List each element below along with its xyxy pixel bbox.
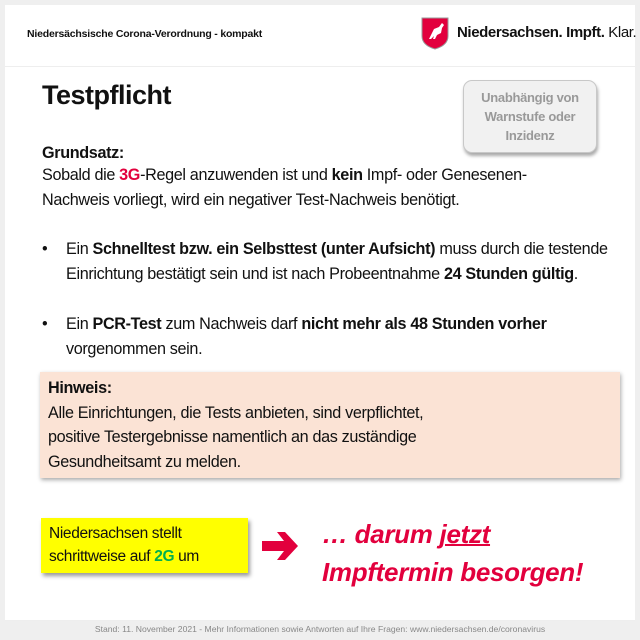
scope-badge [463, 80, 597, 153]
text: Nachweis vorliegt, wird ein negativer Test-Nachweis benötigt. [42, 191, 460, 209]
text: schrittweise auf [49, 548, 155, 565]
bullet-icon: • [42, 240, 48, 258]
text: Sobald die [42, 166, 120, 184]
header-title: Niedersächsische Corona-Verordnung - kompakt [27, 28, 263, 40]
callout-line: Niedersachsen stellt [49, 525, 182, 542]
page-title: Testpflicht [42, 80, 171, 110]
note-heading: Hinweis: [48, 379, 112, 397]
header [5, 5, 635, 67]
text: 24 Stunden gültig [443, 265, 574, 283]
footer: Stand: 11. November 2021 - Mehr Informationen sowie Antworten auf Ihre Fragen: www.niedersachsen.de/coronavirus [5, 620, 635, 634]
text-2g: 2G [154, 548, 175, 565]
text: Ein [66, 315, 93, 333]
text: Impf- oder Genesenen- [362, 166, 527, 184]
text: um [174, 548, 199, 565]
grundsatz-heading: Grundsatz: [42, 144, 124, 162]
text: . [573, 265, 578, 283]
badge-line: Warnstufe oder [484, 109, 576, 124]
text: jetzt [439, 519, 491, 549]
grundsatz-text [42, 163, 632, 213]
text: PCR-Test [92, 315, 162, 333]
text: Ein [66, 240, 93, 258]
brand-part: Klar. [608, 24, 637, 41]
arrow-right-icon [260, 528, 300, 564]
text: kein [331, 166, 363, 184]
bullet-item [42, 237, 632, 287]
lower-saxony-horse-logo-icon [421, 17, 449, 50]
text: vorgenommen sein. [66, 340, 203, 358]
badge-line: Inzidenz [505, 128, 555, 143]
badge-line: Unabhängig von [481, 90, 579, 105]
vaccination-cta [322, 515, 583, 591]
brand-slogan [457, 24, 636, 41]
note-line: Gesundheitsamt zu melden. [48, 452, 241, 471]
note-line: positive Testergebnisse namentlich an das zuständige [48, 428, 417, 446]
brand-part: Niedersachsen. [457, 24, 563, 41]
hinweis-box [40, 372, 620, 478]
text: Schnelltest bzw. ein Selbsttest (unter Aufsicht) [92, 240, 436, 258]
text: zum Nachweis darf [161, 315, 302, 333]
bullet-item [42, 312, 632, 362]
note-line: Alle Einrichtungen, die Tests anbieten, sind verpflichtet, [48, 403, 424, 422]
text: Impftermin besorgen! [322, 557, 584, 587]
text: nicht mehr als 48 Stunden vorher [301, 315, 547, 333]
bullet-icon: • [42, 315, 48, 333]
2g-callout [41, 518, 248, 573]
text-3g: 3G [119, 166, 141, 184]
text: muss durch die testende Einrichtung bestätigt sein und ist nach Probeentnahme [66, 240, 608, 283]
text: … darum [322, 519, 440, 549]
text: -Regel anzuwenden ist und [140, 166, 332, 184]
brand-part: Impft. [566, 24, 605, 41]
